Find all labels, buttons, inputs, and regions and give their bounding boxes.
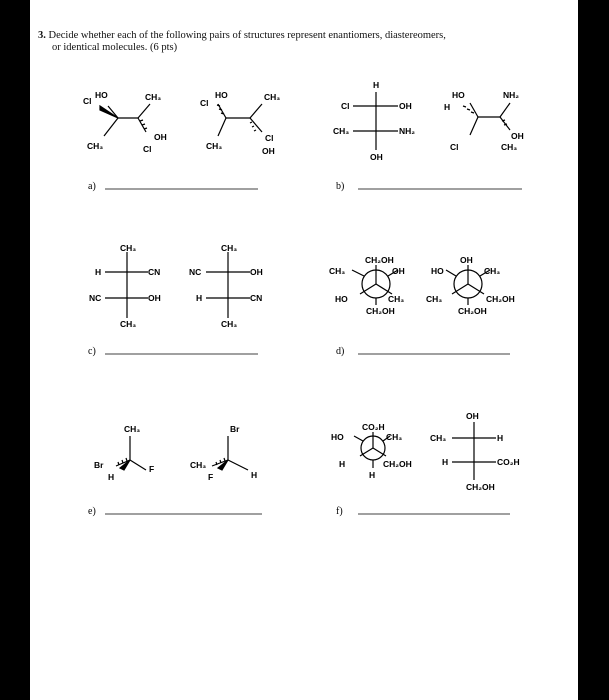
structure-b2 [444,90,524,152]
atom: CN [148,267,161,277]
atom: OH [399,101,412,111]
part-label-b: b) [336,181,345,192]
atom: OH [250,267,263,277]
structure-e2 [190,424,257,482]
atom: CH₃ [501,142,518,152]
atom: CH₃ [120,319,137,329]
atom: OH [392,266,405,276]
atom: Cl [450,142,459,152]
question-number: 3. [38,30,46,41]
structure-a2 [200,90,280,156]
atom: Cl [341,101,350,111]
atom: CH₂OH [365,255,394,265]
structure-a1 [83,90,167,154]
atom: CH₂OH [366,306,395,316]
atom: CO₂H [362,422,385,432]
atom: CH₃ [120,243,137,253]
atom: CH₂OH [486,294,515,304]
structure-b1 [333,80,415,162]
atom: CH₃ [87,141,104,151]
atom: NC [189,267,202,277]
atom: NH₂ [503,90,520,100]
atom: H [95,267,102,277]
part-label-a: a) [88,181,96,192]
atom: Br [230,424,240,434]
atom: CO₂H [497,457,520,467]
structure-d1 [329,255,405,316]
atom: Cl [200,98,209,108]
atom: F [149,464,155,474]
part-label-e: e) [88,506,96,517]
atom: H [251,470,258,480]
structure-f2 [430,411,520,492]
atom: CH₂OH [458,306,487,316]
question-text-2: or identical molecules. (6 pts) [52,42,178,53]
atom: OH [460,255,473,265]
part-label-f: f) [336,506,343,517]
atom: H [196,293,203,303]
atom: CH₃ [333,126,350,136]
structure-c1 [89,243,161,329]
atom: OH [154,132,167,142]
atom: HO [452,90,465,100]
atom: CH₃ [386,432,403,442]
atom: OH [370,152,383,162]
atom: HO [215,90,228,100]
atom: HO [95,90,108,100]
atom: OH [148,293,161,303]
atom: OH [466,411,479,421]
atom: Cl [143,144,152,154]
atom: NH₂ [399,126,416,136]
atom: H [369,470,376,480]
atom: H [442,457,449,467]
atom: CH₃ [430,433,447,443]
structure-e1 [94,424,154,482]
atom: H [444,102,451,112]
atom: CH₃ [190,460,207,470]
structure-f1 [331,422,412,480]
atom: Cl [83,96,92,106]
atom: CH₃ [206,141,223,151]
atom: H [108,472,115,482]
structure-c2 [189,243,263,329]
atom: F [208,472,214,482]
atom: NC [89,293,102,303]
atom: OH [511,131,524,141]
atom: CH₃ [124,424,141,434]
atom: CH₃ [388,294,405,304]
atom: CH₃ [329,266,346,276]
atom: CH₃ [484,266,501,276]
atom: HO [331,432,344,442]
atom: CH₂OH [466,482,495,492]
atom: CH₃ [264,92,281,102]
atom: Cl [265,133,274,143]
part-label-c: c) [88,346,96,357]
atom: H [373,80,380,90]
atom: CN [250,293,263,303]
question-text: Decide whether each of the following pairs of structures represent enantiomers, diastereomers, [48,30,446,41]
atom: OH [262,146,275,156]
atom: CH₃ [426,294,443,304]
atom: H [497,433,504,443]
atom: CH₃ [221,243,238,253]
atom: HO [431,266,444,276]
part-label-d: d) [336,346,345,357]
atom: CH₂OH [383,459,412,469]
structure-d2 [426,255,515,316]
atom: CH₃ [221,319,238,329]
atom: Br [94,460,104,470]
atom: HO [335,294,348,304]
atom: H [339,459,346,469]
atom: CH₃ [145,92,162,102]
